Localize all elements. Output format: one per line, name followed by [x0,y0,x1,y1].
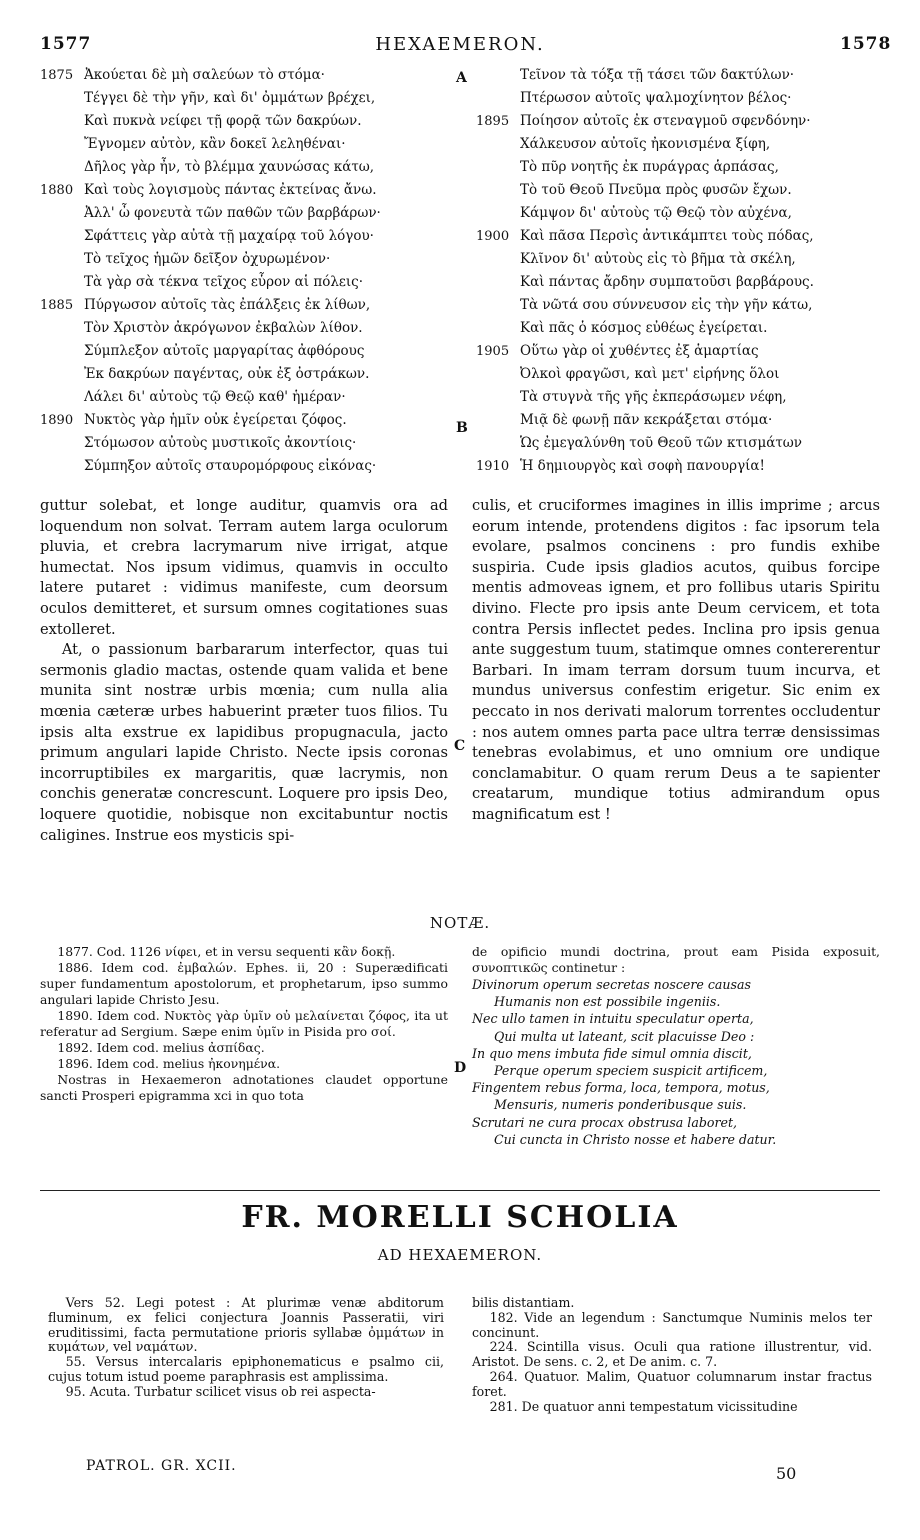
latin-paragraph: guttur solebat, et longe auditur, quamvis ora ad loquendum non solvat. Terram autem larga oculorum pluvia, et crebra lacrymarum nive irrigat, atque humectat. Nos ipsum vidimus, quamvis in occulto latere putaret : vidimus manifeste, cum deorsum oculos demitteret, et sursum omnes cogitationes suas extolleret. [40,497,448,638]
verse-line [476,363,896,386]
verse-text: Ἀλλ' ὦ φονευτὰ τῶν παθῶν τῶν βαρβάρων· [84,205,381,221]
verse-text: Καὶ πᾶς ὁ κόσμος εὐθέως ἐγείρεται. [520,320,768,336]
verse-line [40,363,460,386]
verse-text: Δῆλος γὰρ ἦν, τὸ βλέμμα χαυνώσας κάτω, [84,159,375,175]
notae-right-column [472,944,880,1148]
verse-text: Τὰ στυγνὰ τῆς γῆς ἐκπεράσωμεν νέφη, [520,389,787,405]
verse-line [40,64,460,87]
page-number-left: 1577 [40,34,92,54]
verse-line [476,64,896,87]
verse-line [40,455,460,478]
epigram-line: Nec ullo tamen in intuitu speculatur operta, [472,1011,754,1027]
notae-heading: NOTÆ. [429,914,491,932]
line-number: 1900 [476,229,510,244]
verse-line [476,432,896,455]
latin-paragraph: culis, et cruciformes imagines in illis imprime ; arcus eorum intende, protendens digitos : fac ipsorum tela evolare, psalmos concinens : pro fundis exhibe suspiria. Cude ipsis gladios acutos, quibus forcipe mentis admoveas ignem, et pro follibus utaris Spiritu divino. Flecte pro ipsis ante Deum cervicem, et tota contra Persis inflectet pedes. Inclina pro ipsis genua ante suggestum tuum, statimque omnes contererentur Barbari. In imam terram dorsum tuum incurva, et mundus universus confestim erigetur. Sic enim ex peccato in nos derivati malorum torrentes occludentur : nos autem omnes parta pace ultra terræ densissimas tenebras evolabimus, et uno omnium ore undique conclamabitur. O quam rerum Deus a te sapienter creatarum, mundique totius admirandum opus magnificatum est ! [472,497,880,823]
verse-text: Ἔγνομεν αὐτὸν, κἂν δοκεῖ λεληθέναι· [84,136,346,152]
verse-line [476,409,896,432]
epigram-line: Perque operum speciem suspicit artificem, [494,1062,768,1078]
verse-line [40,317,460,340]
epigram-line: Scrutari ne cura procax obstrusa laboret, [472,1114,738,1130]
line-number: 1885 [40,298,74,313]
latin-translation-right [472,496,880,826]
verse-line [476,248,896,271]
verse-line [476,340,896,363]
epigram-line: Divinorum operum secretas noscere causas [472,977,751,992]
epigram-line: In quo mens imbuta fide simul omnia discit, [472,1045,752,1061]
verse-line [476,225,896,248]
line-number: 1890 [40,413,74,428]
verse-text: Μιᾷ δὲ φωνῇ πᾶν κεκράξεται στόμα· [520,412,773,428]
verse-line [40,432,460,455]
verse-text: Χάλκευσον αὐτοῖς ἠκονισμένα ξίφη, [520,136,771,152]
verse-line [476,317,896,340]
verse-text: Τὸν Χριστὸν ἀκρόγωνον ἐκβαλὼν λίθον. [84,320,363,336]
epigram-line: Fingentem rebus forma, loca, tempora, motus, [472,1080,770,1096]
verse-line [40,248,460,271]
verse-line [40,271,460,294]
verse-line [476,294,896,317]
epigram-line: Qui multa ut lateant, scit placuisse Deo : [494,1028,755,1044]
verse-text: Τὸ τοῦ Θεοῦ Πνεῦμα πρὸς φυσῶν ἔχων. [520,182,792,198]
line-number: 1895 [476,114,510,129]
verse-text: Πτέρωσον αὐτοῖς ψαλμοχίνητον βέλος· [520,90,792,106]
verse-text: Οὕτω γὰρ οἱ χυθέντες ἐξ ἁμαρτίας [520,343,759,359]
margin-letter-a: A [456,70,467,86]
note-entry: de opificio mundi doctrina, prout eam Pisida exposuit, συνοπτικῶς continetur : [472,944,880,975]
greek-verse-left-column [40,64,460,478]
verse-text: Σύμπηξον αὐτοῖς σταυρομόρφους εἰκόνας· [84,458,377,474]
verse-line [40,110,460,133]
scholia-right-column [472,1296,872,1414]
verse-line [476,156,896,179]
scholion-entry: 95. Acuta. Turbatur scilicet visus ob rei aspecta- [65,1383,376,1399]
verse-text: Σφάττεις γὰρ αὐτὰ τῇ μαχαίρᾳ τοῦ λόγου· [84,228,374,244]
verse-text: Καὶ τοὺς λογισμοὺς πάντας ἐκτείνας ἄνω. [84,182,377,198]
verse-line [476,386,896,409]
greek-verse-right-column [476,64,896,478]
verse-line [476,110,896,133]
section-rule [40,1190,880,1191]
note-entry: 1896. Idem cod. melius ἠκονημένα. [57,1056,281,1071]
series-footer: PATROL. GR. XCII. [86,1458,237,1474]
epigram-line: Mensuris, numeris ponderibusque suis. [494,1097,747,1113]
notae-left-column [40,944,448,1104]
note-entry: 1892. Idem cod. melius ἀσπίδας. [57,1040,265,1055]
scholion-entry: 264. Quatuor. Malim, Quatuor columnarum instar fractus foret. [472,1368,872,1399]
verse-line [40,87,460,110]
verse-line [40,409,460,432]
scholion-entry: bilis distantiam. [472,1295,575,1310]
verse-line [476,271,896,294]
verse-text: Τὸ τεῖχος ἡμῶν δεῖξον ὀχυρωμένον· [84,251,331,267]
scholia-title: FR. MORELLI SCHOLIA [241,1200,679,1235]
verse-line [40,202,460,225]
note-entry: 1890. Idem cod. Νυκτὸς γὰρ ὑμῖν οὐ μελαίνεται ζόφος, ita ut referatur ad Sergium. Sæpe enim ὑμῖν in Pisida pro σοί. [40,1008,448,1039]
verse-line [40,386,460,409]
latin-translation-left [40,496,448,846]
epigram-line: Cui cuncta in Christo nosse et habere datur. [494,1131,777,1147]
scholion-entry: 55. Versus intercalaris epiphonematicus e psalmo cii, cujus totum istud poeme paraphrasis est amplissima. [48,1354,444,1384]
scholion-entry: 182. Vide an legendum : Sanctumque Numinis melos ter concinunt. [472,1309,872,1340]
prosper-epigram [472,976,880,1148]
line-number: 1905 [476,344,510,359]
epigram-line: Humanis non est possibile ingeniis. [494,994,721,1010]
verse-text: Ὀλκοὶ φραγῶσι, καὶ μετ' εἰρήνης ὅλοι [520,366,780,382]
latin-paragraph: At, o passionum barbararum interfector, quas tui sermonis gladio mactas, ostende quam valida et bene munita sint nostræ urbis mœnia; cum nulla alia mœnia cæteræ urbes habuerint præter tuos filios. Tu ipsis alta exstrue ex lapidibus propugnacula, jacto primum angulari lapide Christo. Necte ipsis coronas incorruptibiles ex margaritis, quæ lacrymis, non conchis generatæ concrescunt. Loquere pro ipsis Deo, loquere quotidie, nobisque non excitabuntur noctis caligines. Instrue eos mysticis spi- [40,641,448,844]
verse-line [40,179,460,202]
verse-text: Ἐκ δακρύων παγέντας, οὐκ ἐξ ὀστράκων. [84,366,370,382]
margin-letter-c: C [454,738,466,754]
scholia-left-column [48,1296,444,1400]
scholion-entry: Vers 52. Legi potest : At plurimæ venæ abditorum fluminum, ex felici conjectura Joannis Passeratii, viri eruditissimi, facta permutatione prioris syllabæ ὀμμάτων in κυμάτων, vel ναμάτων. [48,1295,444,1355]
verse-line [476,87,896,110]
scholion-entry: 224. Scintilla visus. Oculi qua ratione illustrentur, vid. Aristot. De sens. c. 2, et De anim. c. 7. [472,1339,872,1370]
verse-line [40,156,460,179]
verse-text: Λάλει δι' αὐτοὺς τῷ Θεῷ καθ' ἡμέραν· [84,389,346,405]
line-number: 1880 [40,183,74,198]
note-entry: 1877. Cod. 1126 νίφει, et in versu sequenti κἂν δοκῇ. [57,944,396,959]
note-entry: 1886. Idem cod. ἐμβαλών. Ephes. ii, 20 : Superædificati super fundamentum apostolorum, et prophetarum, ipso summo angulari lapide Christo Jesu. [40,960,448,1007]
verse-line [40,225,460,248]
verse-line [40,294,460,317]
verse-text: Ὡς ἐμεγαλύνθη τοῦ Θεοῦ τῶν κτισμάτων [520,435,803,451]
verse-text: Κλῖνον δι' αὐτοὺς εἰς τὸ βῆμα τὰ σκέλη, [520,251,796,267]
verse-text: Τὸ πῦρ νοητῆς ἐκ πυράγρας ἁρπάσας, [520,159,779,175]
verse-text: Καὶ πᾶσα Περσὶς ἀντικάμπτει τοὺς πόδας, [520,228,814,244]
running-title: HEXAEMERON. [375,34,545,55]
line-number: 1910 [476,459,510,474]
margin-letter-d: D [454,1060,467,1076]
verse-text: Στόμωσον αὐτοὺς μυστικοῖς ἀκοντίοις· [84,435,357,451]
verse-text: Κάμψον δι' αὐτοὺς τῷ Θεῷ τὸν αὐχένα, [520,205,792,221]
verse-text: Ποίησον αὐτοῖς ἐκ στεναγμοῦ σφενδόνην· [520,113,811,129]
verse-text: Καὶ πάντας ἄρδην συμπατοῦσι βαρβάρους. [520,274,814,290]
line-number: 1875 [40,68,74,83]
verse-text: Τέγγει δὲ τὴν γῆν, καὶ δι' ὀμμάτων βρέχει, [84,90,376,106]
verse-line [476,133,896,156]
page-number-right: 1578 [840,34,892,54]
verse-text: Τὰ νῶτά σου σύννευσον εἰς τὴν γῆν κάτω, [520,297,813,313]
verse-line [476,179,896,202]
note-entry: Nostras in Hexaemeron adnotationes claudet opportune sancti Prosperi epigramma xci in quo tota [40,1072,448,1103]
verse-line [40,133,460,156]
verse-text: Τὰ γὰρ σὰ τέκνα τεῖχος εὗρον αἱ πόλεις· [84,274,364,290]
verse-text: Καὶ πυκνὰ νείφει τῇ φορᾷ τῶν δακρύων. [84,113,362,129]
verse-text: Νυκτὸς γὰρ ἡμῖν οὐκ ἐγείρεται ζόφος. [84,412,347,428]
verse-text: Τεῖνον τὰ τόξα τῇ τάσει τῶν δακτύλων· [520,67,795,83]
signature-mark: 50 [776,1464,797,1483]
verse-line [40,340,460,363]
verse-text: Σύμπλεξον αὐτοῖς μαργαρίτας ἀφθόρους [84,343,365,359]
scholia-subtitle: AD HEXAEMERON. [377,1246,543,1264]
verse-text: Πύργωσον αὐτοῖς τὰς ἐπάλξεις ἐκ λίθων, [84,297,371,313]
verse-line [476,202,896,225]
scholion-entry: 281. De quatuor anni tempestatum vicissitudine [489,1398,798,1414]
margin-letter-b: B [456,420,468,436]
verse-text: Ἡ δημιουργὸς καὶ σοφὴ πανουργία! [520,458,765,474]
verse-text: Ἀκούεται δὲ μὴ σαλεύων τὸ στόμα· [84,67,325,83]
verse-line [476,455,896,478]
